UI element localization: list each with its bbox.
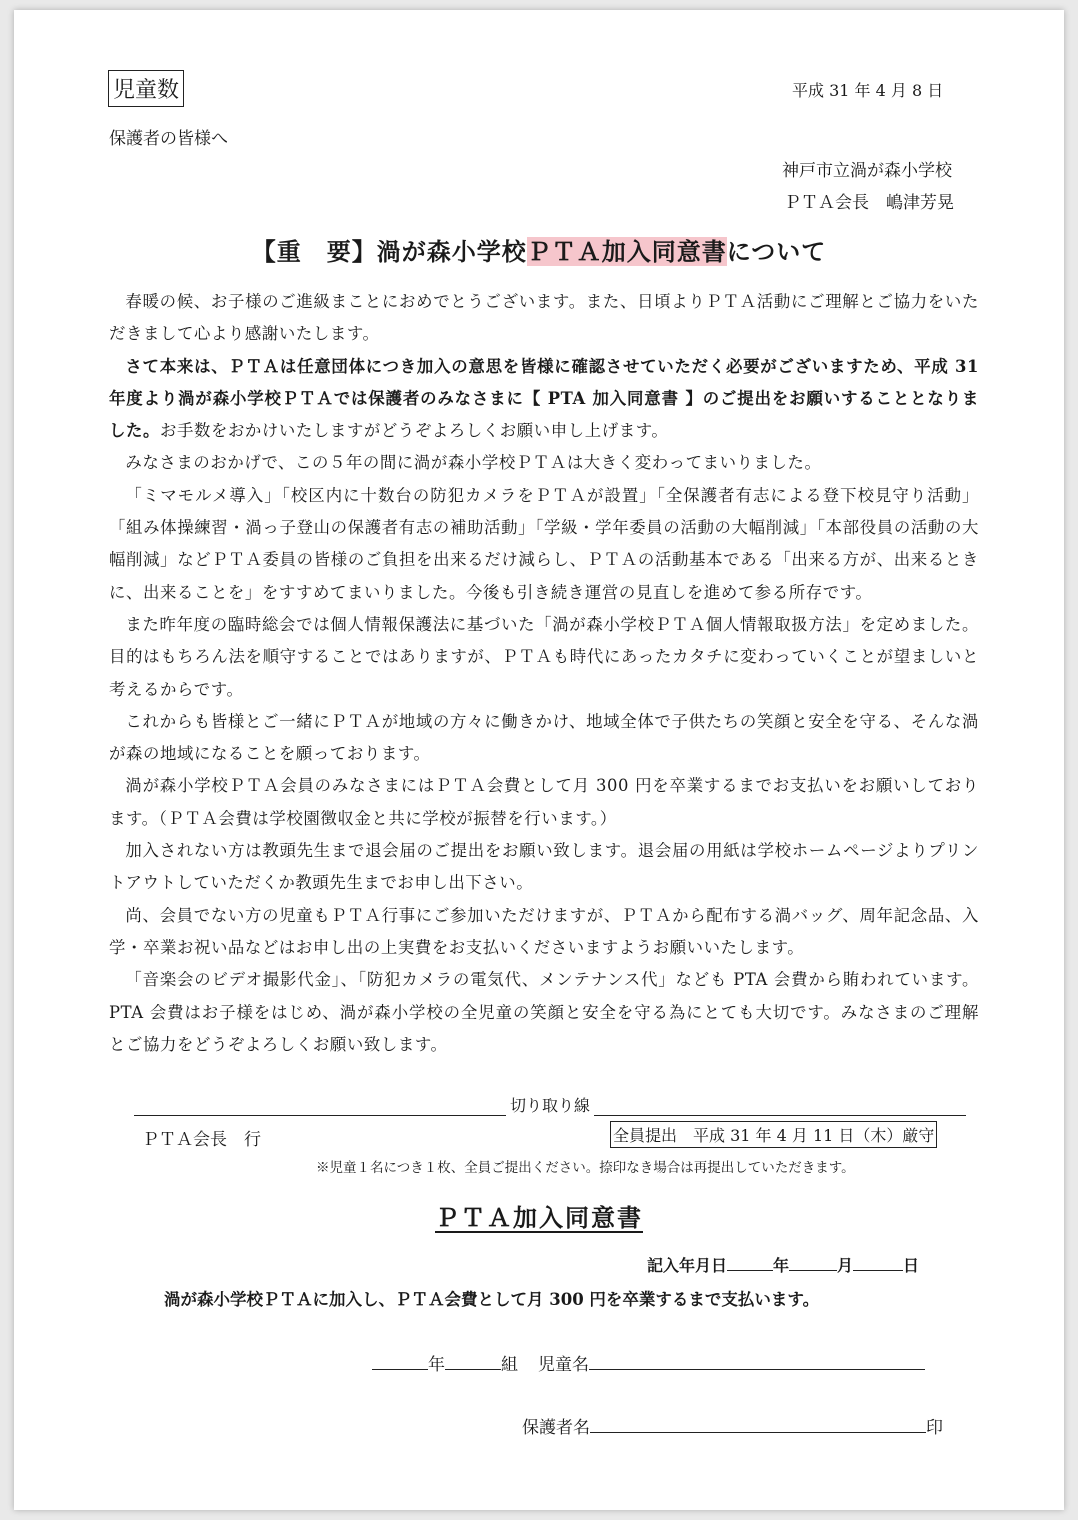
consent-statement: 渦が森小学校ＰＴＡに加入し、ＰＴＡ会費として月 300 円を卒業するまで支払います。 bbox=[164, 1290, 820, 1309]
document-date: 平成 31 年 4 月 8 日 bbox=[792, 81, 944, 100]
cut-line-label: 切り取り線 bbox=[510, 1096, 591, 1115]
paragraph-purpose-bold: さて本来は、ＰＴＡは任意団体につき加入の意思を皆様に確認させていただく必要がございますため、平成 31 年度より渦が森小学校ＰＴＡでは保護者のみなさまに【 PTA 加入同意書 】のご提出をお願いすることとなりました。 bbox=[109, 356, 979, 441]
paragraph-withdrawal: 加入されない方は教頭先生まで退会届のご提出をお願い致します。退会届の用紙は学校ホームページよりプリントアウトしていただくか教頭先生までお申し出下さい。 bbox=[109, 841, 979, 893]
document-page bbox=[14, 10, 1064, 1510]
child-row bbox=[372, 1350, 925, 1375]
title-highlight: ＰＴＡ加入同意書 bbox=[526, 237, 727, 266]
year-field[interactable] bbox=[727, 1254, 773, 1271]
form-title: ＰＴＡ加入同意書 bbox=[435, 1203, 643, 1232]
child-name-field[interactable] bbox=[589, 1352, 925, 1370]
deadline-box: 全員提出 平成 31 年 4 月 11 日（木）厳守 bbox=[610, 1121, 937, 1148]
page-title bbox=[14, 232, 1064, 267]
submission-note: ※児童１名につき１枚、全員ご提出ください。捺印なき場合は再提出していただきます。 bbox=[316, 1160, 855, 1176]
day-label: 日 bbox=[903, 1256, 920, 1275]
paragraph-fee-usage: 「音楽会のビデオ撮影代金」、「防犯カメラの電気代、メンテナンス代」なども PTA 会費から賄われています。PTA 会費はお子様をはじめ、渦が森小学校の全児童の笑顔と安全を守る為にとても大切です。みなさまのご理解とご協力をどうぞよろしくお願い致します。 bbox=[109, 970, 979, 1054]
title-suffix: について bbox=[726, 237, 827, 266]
day-field[interactable] bbox=[853, 1254, 903, 1271]
guardian-row bbox=[522, 1413, 943, 1438]
entry-date-label: 記入年月日 bbox=[647, 1256, 728, 1275]
entry-date-row bbox=[647, 1253, 919, 1276]
paragraph-non-members: 尚、会員でない方の児童もＰＴＡ行事にご参加いただけますが、ＰＴＡから配布する渦バッグ、周年記念品、入学・卒業お祝い品などはお申し出の上実費をお支払いくださいますようお願いいたします。 bbox=[109, 905, 979, 957]
title-prefix: 【重 要】渦が森小学校 bbox=[251, 237, 527, 266]
grade-field[interactable] bbox=[372, 1352, 428, 1370]
paragraph-changes: みなさまのおかげで、この５年の間に渦が森小学校ＰＴＡは大きく変わってまいりました。 bbox=[125, 453, 822, 473]
paragraph-fee: 渦が森小学校ＰＴＡ会員のみなさまにはＰＴＡ会費として月 300 円を卒業するまでお支払いをお願いしております。（ＰＴＡ会費は学校園徴収金と共に学校が振替を行います。） bbox=[109, 776, 979, 828]
paragraph-purpose bbox=[109, 351, 979, 448]
school-name: 神戸市立渦が森小学校 bbox=[782, 161, 952, 181]
cut-line-right bbox=[594, 1101, 966, 1116]
paragraph-community: これからも皆様とご一緒にＰＴＡが地域の方々に働きかけ、地域全体で子供たちの笑顔と安全を守る、そんな渦が森の地域になることを願っております。 bbox=[109, 711, 979, 764]
paragraph-privacy: また昨年度の臨時総会では個人情報保護法に基づいた「渦が森小学校ＰＴＡ個人情報取扱方法」を定めました。目的はもちろん法を順守することではありますが、ＰＴＡも時代にあったカタチに変わっていくことが望ましいと考えるからです。 bbox=[109, 614, 979, 699]
class-label: 組 bbox=[501, 1355, 518, 1375]
recipient-label: ＰＴＡ会長 行 bbox=[142, 1130, 261, 1150]
seal-label: 印 bbox=[926, 1418, 943, 1438]
cut-line bbox=[134, 1093, 966, 1116]
cut-line-left bbox=[134, 1101, 506, 1116]
paragraph-purpose-rest: お手数をおかけいたしますがどうぞよろしくお願い申し上げます。 bbox=[159, 421, 669, 441]
paragraph-greeting: 春暖の候、お子様のご進級まことにおめでとうございます。また、日頃よりＰＴＡ活動にご理解とご協力をいただきまして心より感謝いたします。 bbox=[109, 292, 979, 344]
grade-label: 年 bbox=[428, 1355, 445, 1375]
stamp-label: 児童数 bbox=[108, 70, 184, 107]
class-field[interactable] bbox=[445, 1352, 501, 1370]
letter-body bbox=[109, 286, 979, 1061]
paragraph-activities: 「ミマモルメ導入」「校区内に十数台の防犯カメラをＰＴＡが設置」「全保護者有志による登下校見守り活動」「組み体操練習・渦っ子登山の保護者有志の補助活動」「学級・学年委員の活動の大幅削減」「本部役員の活動の大幅削減」などＰＴＡ委員の皆様のご負担を出来るだけ減らし、ＰＴＡの活動基本である「出来る方が、出来るときに、出来ることを」をすすめてまいりました。今後も引き続き運営の見直しを進めて参る所存です。 bbox=[109, 485, 979, 602]
month-field[interactable] bbox=[789, 1254, 837, 1271]
sender-name: ＰＴＡ会長 嶋津芳晃 bbox=[784, 193, 954, 213]
guardian-name-label: 保護者名 bbox=[522, 1418, 590, 1438]
guardian-name-field[interactable] bbox=[590, 1415, 926, 1433]
year-label: 年 bbox=[773, 1256, 790, 1275]
month-label: 月 bbox=[837, 1256, 854, 1275]
child-name-label: 児童名 bbox=[538, 1355, 589, 1375]
addressee: 保護者の皆様へ bbox=[109, 129, 228, 149]
